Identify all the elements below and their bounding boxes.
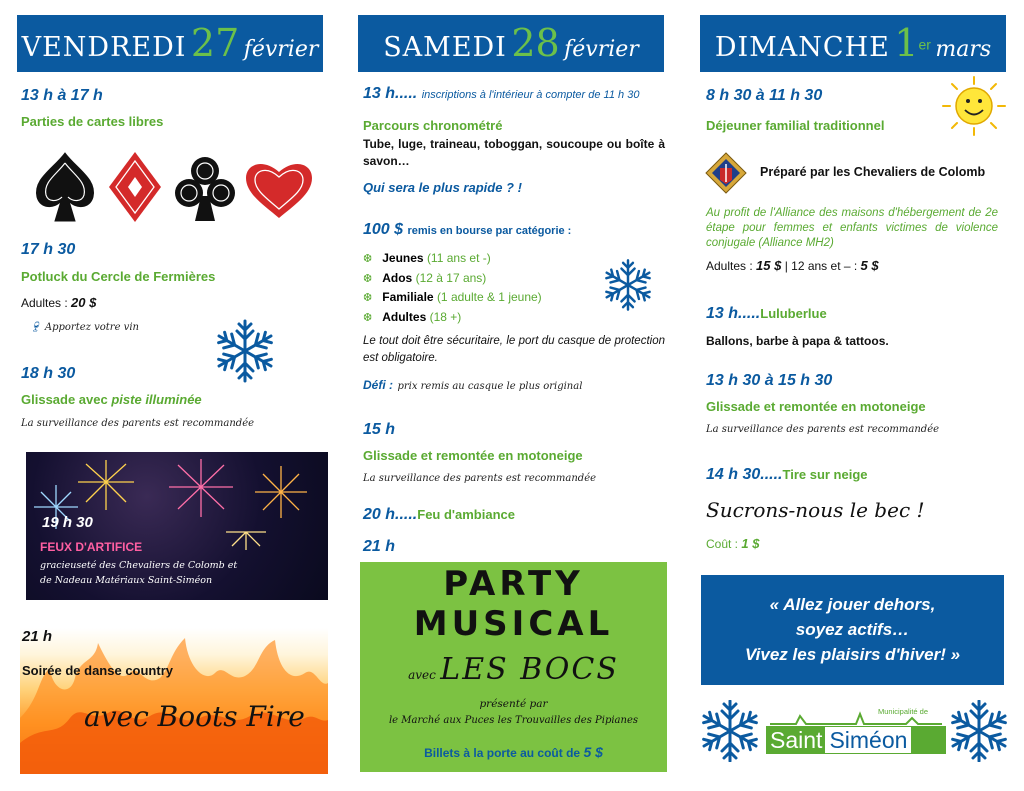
snowflake-bullet-icon: ❆: [363, 311, 373, 324]
header-day: VENDREDI: [21, 32, 187, 63]
category-age: (12 à 17 ans): [415, 270, 487, 285]
list-item: [363, 290, 542, 310]
event-time: 21 h: [22, 628, 53, 645]
event-title: [21, 392, 202, 407]
fireworks-sponsor: gracieuseté des Chevaliers de Colomb et de Nadeau Matériaux Saint-Siméon: [40, 560, 238, 586]
price-value: 20 $: [71, 295, 97, 310]
header-date: 27: [190, 21, 240, 65]
header-month: février: [243, 37, 319, 62]
category-age: (18 +): [429, 309, 462, 324]
event-title: Déjeuner familial traditionnel: [706, 118, 885, 133]
snowflake-bullet-icon: ❆: [363, 272, 373, 285]
party-title-line2: MUSICAL: [413, 604, 614, 644]
party-band-name: LES BOCS: [440, 652, 619, 687]
category-name: Familiale: [382, 290, 434, 304]
saint-simeon-logo: [766, 707, 946, 756]
price-label: Coût :: [706, 537, 739, 551]
supervision-note: La surveillance des parents est recommandée: [706, 424, 940, 435]
friday-header: [17, 15, 323, 72]
party-title-line1: PARTY: [443, 564, 584, 604]
snowflake-icon: [701, 700, 759, 762]
header-month: février: [564, 37, 639, 62]
header-date-suffix: er: [918, 36, 931, 53]
challenge-label: Défi :: [363, 378, 393, 392]
price-child: 5 $: [860, 258, 879, 273]
category-name: Ados: [382, 270, 413, 285]
header-month: mars: [935, 37, 992, 62]
maple-slogan: Sucrons-nous le bec !: [706, 498, 925, 522]
breakfast-host: Préparé par les Chevaliers de Colomb: [760, 165, 986, 179]
wine-note-text: Apportez votre vin: [44, 322, 139, 333]
event-time: 8 h 30 à 11 h 30: [706, 87, 823, 104]
category-name: Adultes: [382, 309, 427, 324]
event-time-row: [363, 85, 639, 103]
quote-line: soyez actifs…: [795, 620, 910, 639]
price-value: 1 $: [741, 536, 760, 551]
event-time: 17 h 30: [21, 241, 76, 258]
friday-column: [17, 0, 327, 791]
snowflake-bullet-icon: ❆: [363, 253, 373, 265]
event-time-row: [363, 506, 515, 524]
title-emphasis: piste illuminée: [111, 392, 202, 407]
challenge-row: [363, 376, 582, 394]
logo-word-saint: Saint: [770, 727, 823, 753]
event-title: Parcours chronométré: [363, 118, 503, 133]
beneficiary-note: Au profit de l'Alliance des maisons d'hébergement de 2e étape pour femmes et enfants victimes de violence conjugale (Alliance MH2): [706, 207, 998, 249]
dots: .....: [760, 466, 783, 483]
party-tickets: [360, 744, 667, 760]
wine-glass-icon: 🍷︎: [29, 322, 42, 333]
price-label-child: | 12 ans et – :: [784, 259, 858, 273]
list-item: [363, 310, 542, 330]
event-time: 14 h 30: [706, 466, 761, 483]
safety-note: Le tout doit être sécuritaire, le port du casque de protection est obligatoire.: [363, 335, 665, 364]
party-band-row: [360, 652, 667, 687]
band-name: avec Boots Fire: [84, 700, 305, 733]
event-description: Tube, luge, traineau, toboggan, soucoupe ou boîte à savon…: [363, 137, 665, 168]
event-title: Tire sur neige: [782, 467, 868, 482]
saturday-column: [358, 0, 668, 791]
header-day: SAMEDI: [383, 32, 507, 63]
event-time: 13 h: [363, 85, 396, 102]
prize-text: remis en bourse par catégorie :: [407, 225, 572, 237]
event-time: 13 h 30 à 15 h 30: [706, 372, 833, 389]
spade-icon: [36, 153, 93, 221]
fireworks-time: 19 h 30: [42, 514, 93, 531]
event-time: 21 h: [363, 538, 396, 555]
event-title: Parties de cartes libres: [21, 114, 164, 129]
logo-municipality-label: Municipalité de: [878, 707, 929, 716]
price-label: Adultes :: [21, 296, 68, 310]
challenge-text: prix remis au casque le plus original: [397, 381, 583, 392]
category-name: Jeunes: [382, 251, 424, 265]
list-item: [363, 271, 542, 291]
price-row: [706, 536, 759, 551]
snowflake-icon: [600, 257, 656, 313]
quote-line: « Allez jouer dehors,: [769, 595, 936, 614]
title-part: Glissade avec: [21, 392, 108, 407]
event-time: 13 h: [706, 305, 739, 322]
event-description: Ballons, barbe à papa & tattoos.: [706, 334, 889, 348]
category-list: [363, 251, 542, 329]
event-time-row: [706, 466, 868, 484]
price-adult: 15 $: [756, 258, 782, 273]
event-title: Feu d'ambiance: [417, 507, 515, 522]
event-title: Soirée de danse country: [22, 663, 173, 678]
quote-box: [701, 575, 1004, 685]
event-time: 20 h: [363, 506, 396, 523]
diamond-icon: [109, 152, 161, 222]
price-row: [21, 295, 96, 310]
club-icon: [175, 157, 235, 221]
header-date: 28: [511, 21, 560, 65]
playing-card-suits: [29, 148, 329, 226]
dots: .....: [395, 85, 418, 102]
prize-amount: 100 $: [363, 221, 404, 238]
event-time: 13 h à 17 h: [21, 87, 103, 104]
sun-icon: [940, 76, 1008, 136]
header-day: DIMANCHE: [714, 32, 890, 63]
fireworks-title: FEUX D'ARTIFICE: [40, 540, 143, 554]
dots: .....: [395, 506, 418, 523]
header-date: 1: [894, 21, 919, 65]
party-presented: présenté par: [479, 698, 548, 710]
logo-word-simeon: Siméon: [825, 727, 911, 753]
event-title: Glissade et remontée en motoneige: [363, 448, 583, 463]
event-time: 18 h 30: [21, 365, 76, 382]
party-sponsor: le Marché aux Puces les Trouvailles des Pipianes: [388, 715, 638, 726]
snowflake-bullet-icon: ❆: [363, 292, 373, 304]
registration-note: inscriptions à l'intérieur à compter de 11 h 30: [421, 89, 640, 101]
logo-wordmark: [766, 726, 946, 754]
category-age: (1 adulte & 1 jeune): [436, 290, 542, 304]
heart-icon: [246, 164, 312, 218]
tickets-price: 5 $: [583, 744, 603, 760]
event-title: Luluberlue: [760, 306, 827, 321]
price-label: Adultes :: [706, 259, 753, 273]
snowflake-icon: [210, 316, 280, 386]
category-age: (11 ans et -): [426, 251, 491, 265]
saturday-header: [358, 15, 664, 72]
prize-row: [363, 221, 571, 239]
supervision-note: La surveillance des parents est recommandée: [21, 418, 255, 429]
list-item: [363, 251, 542, 271]
fireworks-panel: [26, 452, 328, 600]
party-musical-panel: [360, 562, 667, 772]
sunday-column: [700, 0, 1010, 791]
quote-line: Vivez les plaisirs d'hiver! »: [744, 645, 961, 664]
event-time-row: [706, 305, 827, 323]
party-avec: avec: [408, 668, 436, 682]
event-title: Potluck du Cercle de Fermières: [21, 269, 216, 284]
knights-of-columbus-emblem-icon: [703, 150, 749, 196]
price-row: [706, 258, 879, 273]
dots: .....: [738, 305, 761, 322]
sunday-header: [700, 15, 1006, 72]
country-dance-panel: [20, 628, 328, 774]
snowflake-icon: [950, 700, 1008, 762]
wine-note: [29, 322, 139, 333]
supervision-note: La surveillance des parents est recommandée: [363, 473, 597, 484]
tickets-text: Billets à la porte au coût de: [424, 746, 581, 760]
event-time: 15 h: [363, 421, 396, 438]
event-title: Glissade et remontée en motoneige: [706, 399, 926, 414]
event-question: Qui sera le plus rapide ? !: [363, 180, 522, 195]
